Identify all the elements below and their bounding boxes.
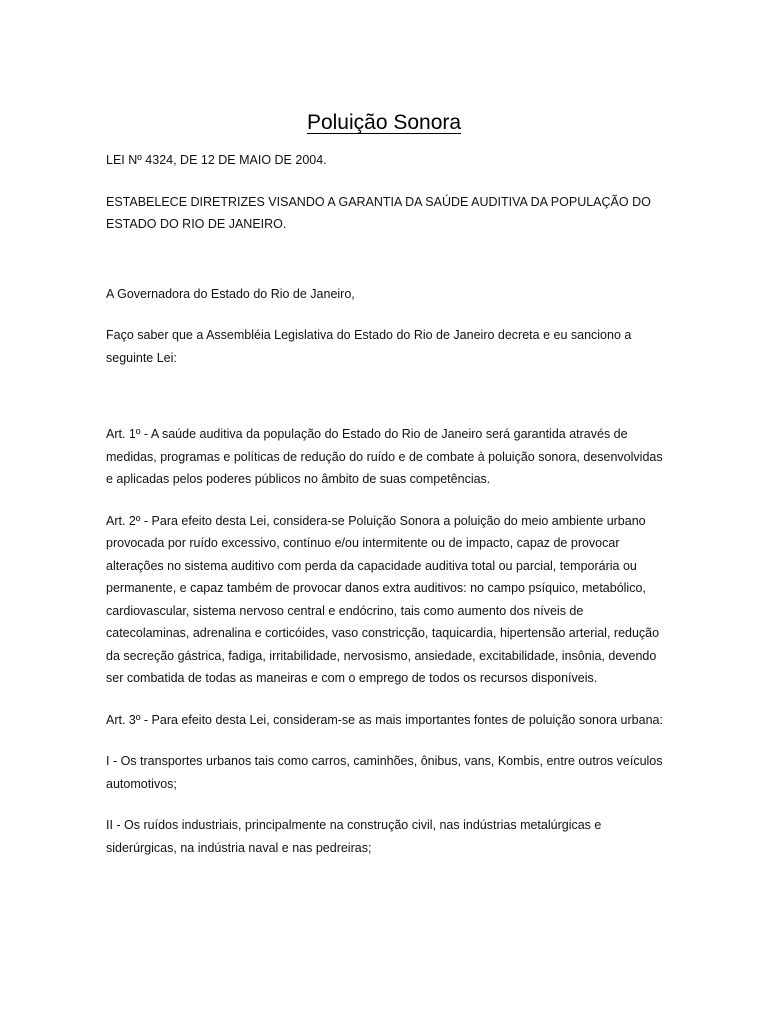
article-3-item-2: II - Os ruídos industriais, principalmente na construção civil, nas indústrias metalúrgicas e siderúrgicas, na indústria naval e nas pedreiras;	[106, 818, 602, 855]
article-3: Art. 3º - Para efeito desta Lei, consideram-se as mais importantes fontes de poluição sonora urbana:	[106, 712, 663, 727]
article-2: Art. 2º - Para efeito desta Lei, considera-se Poluição Sonora a poluição do meio ambiente urbano provocada por ruído excessivo, contínuo e/ou intermitente ou de impacto, capaz de provocar alterações no sistema auditivo com perda da capacidade auditiva total ou parcial, temporária ou permanente, e capaz também de provocar danos extra auditivos: no campo psíquico, metabólico, cardiovascular, sistema nervoso central e endócrino, tais como aumento dos níveis de catecolaminas, adrenalina e corticóides, vaso constricção, taquicardia, hipertensão arterial, redução da secreção gástrica, fadiga, irritabilidade, nervosismo, ansiedade, excitabilidade, insônia, devendo ser combatida de todas as maneiras e com o emprego de todos os recursos disponíveis.	[106, 513, 660, 685]
document-title: Poluição Sonora	[306, 111, 462, 134]
article-3-item-1: I - Os transportes urbanos tais como carros, caminhões, ônibus, vans, Kombis, entre outros veículos automotivos;	[106, 754, 663, 791]
enactment-clause: Faço saber que a Assembléia Legislativa do Estado do Rio de Janeiro decreta e eu sanciono a seguinte Lei:	[106, 328, 632, 365]
law-summary: ESTABELECE DIRETRIZES VISANDO A GARANTIA DA SAÚDE AUDITIVA DA POPULAÇÃO DO ESTADO DO RIO DE JANEIRO.	[106, 194, 651, 231]
law-header: LEI Nº 4324, DE 12 DE MAIO DE 2004.	[106, 153, 327, 167]
document-body	[106, 149, 666, 878]
document-title-wrap	[0, 100, 768, 137]
article-1: Art. 1º - A saúde auditiva da população do Estado do Rio de Janeiro será garantida através de medidas, programas e políticas de redução do ruído e de combate à poluição sonora, desenvolvidas e aplicadas pelos poderes públicos no âmbito de suas competências.	[106, 427, 663, 486]
salutation: A Governadora do Estado do Rio de Janeiro,	[106, 286, 355, 301]
